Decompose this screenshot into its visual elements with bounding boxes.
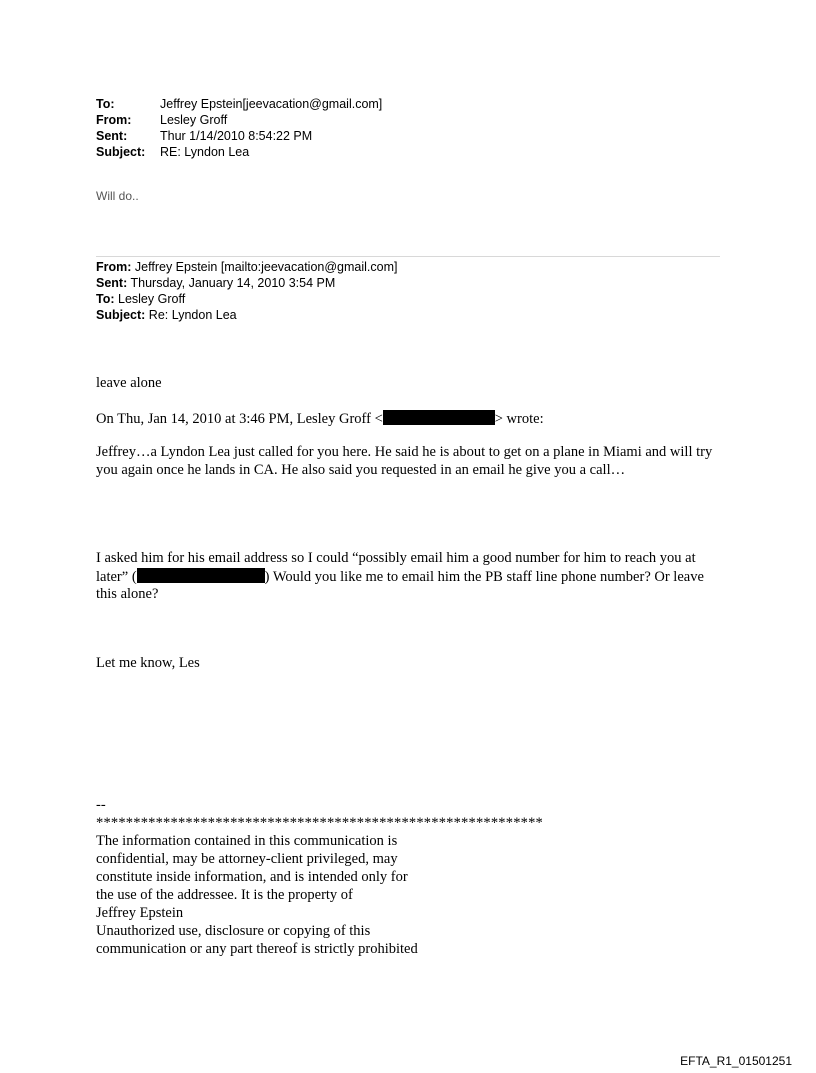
message-paragraph-2 (96, 550, 716, 604)
footer-dashes: -- (96, 797, 106, 813)
quoted-to-label: To: (96, 292, 115, 306)
redaction-block (383, 410, 495, 425)
quoted-to-row (96, 291, 397, 307)
from-label: From: (96, 113, 132, 127)
bates-number: EFTA_R1_01501251 (680, 1054, 792, 1068)
quoted-to-value: Lesley Groff (118, 292, 186, 306)
wrote-line (96, 410, 726, 429)
wrote-prefix: On Thu, Jan 14, 2010 at 3:46 PM, Lesley Groff < (96, 411, 383, 427)
to-value: Jeffrey Epstein[jeevacation@gmail.com] (160, 97, 383, 111)
email-header (96, 96, 382, 160)
message-paragraph-1: Jeffrey…a Lyndon Lea just called for you here. He said he is about to get on a plane in Miami and will try you again once he lands in CA. He also said you requested in an email he give you a call… (96, 444, 713, 478)
sent-label: Sent: (96, 129, 128, 143)
footer-line: The information contained in this communication is (96, 833, 398, 849)
quoted-subject-value: Re: Lyndon Lea (148, 308, 237, 322)
footer-line: the use of the addressee. It is the property of (96, 887, 353, 903)
footer-line: constitute inside information, and is intended only for (96, 869, 408, 885)
quoted-subject-label: Subject: (96, 308, 146, 322)
footer-line: communication or any part thereof is strictly prohibited (96, 941, 418, 957)
subject-label: Subject: (96, 145, 146, 159)
header-from-row (96, 112, 382, 128)
header-subject-row (96, 144, 382, 160)
quoted-from-label: From: (96, 260, 132, 274)
quoted-sent-label: Sent: (96, 276, 128, 290)
signoff-text: Let me know, Les (96, 655, 200, 671)
quoted-from-value: Jeffrey Epstein [mailto:jeevacation@gmail.com] (134, 260, 398, 274)
quoted-header (96, 259, 397, 323)
footer-line: Jeffrey Epstein (96, 905, 184, 921)
to-label: To: (96, 97, 115, 111)
footer-line: confidential, may be attorney-client privileged, may (96, 851, 398, 867)
quoted-subject-row (96, 307, 397, 323)
quoted-sent-row (96, 275, 397, 291)
redaction-block (137, 568, 265, 583)
quoted-sent-value: Thursday, January 14, 2010 3:54 PM (130, 276, 336, 290)
from-value: Lesley Groff (160, 113, 228, 127)
wrote-suffix: > wrote: (494, 411, 544, 427)
leave-alone-text: leave alone (96, 375, 162, 391)
sent-value: Thur 1/14/2010 8:54:22 PM (160, 129, 313, 143)
header-sent-row (96, 128, 382, 144)
footer-line: Unauthorized use, disclosure or copying of this (96, 923, 371, 939)
confidentiality-footer (96, 796, 543, 958)
paragraph-2-start: I asked him for his email address so I could “possibly email him a good number for him to reach you at later” ( (96, 550, 696, 585)
quoted-from-row (96, 259, 397, 275)
header-to-row (96, 96, 382, 112)
paragraph-2-end: ) Would you like me to email him the PB staff line phone number? Or leave this alone? (96, 568, 704, 602)
reply-text: Will do.. (96, 189, 139, 203)
quote-divider (96, 256, 720, 257)
subject-value: RE: Lyndon Lea (160, 145, 250, 159)
footer-stars: ************************************************************ (96, 815, 543, 831)
